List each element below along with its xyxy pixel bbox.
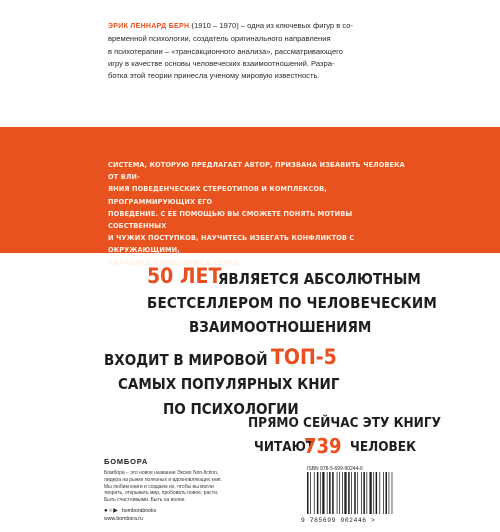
bio-line-5: ботка этой теории принесла ученому мировую известность. xyxy=(108,71,320,81)
promo-line-3: ВЗАИМООТНОШЕНИЯМ xyxy=(189,318,372,336)
band-line-2: ЯНИЯ ПОВЕДЕНЧЕСКИХ СТЕРЕОТИПОВ И КОМПЛЕКСОВ, ПРОГРАММИРУЮЩИХ ЕГО xyxy=(108,185,327,206)
barcode xyxy=(301,472,396,518)
promo-line-7: ПРЯМО СЕЙЧАС ЭТУ КНИГУ xyxy=(248,415,441,431)
band-line-4: И ЧУЖИХ ПОСТУПКОВ, НАУЧИТЕСЬ ИЗБЕГАТЬ КОНФЛИКТОВ С ОКРУЖАЮЩИМИ, xyxy=(108,234,355,255)
promo-line-4: ВХОДИТ В МИРОВОЙ xyxy=(104,351,268,369)
bio-line-4: игру в качестве основы человеческих взаимоотношений. Разра- xyxy=(108,58,335,68)
band-line-3: ПОВЕДЕНИЕ. С ЕЕ ПОМОЩЬЮ ВЫ СМОЖЕТЕ ПОНЯТЬ МОТИВЫ СОБСТВЕННЫХ xyxy=(108,209,353,231)
instagram-icon: ○ xyxy=(108,508,114,514)
promo-line-6: ПО ПСИХОЛОГИИ xyxy=(163,400,299,418)
promo-line-2: БЕСТСЕЛЛЕРОМ ПО ЧЕЛОВЕЧЕСКИМ xyxy=(147,294,438,312)
desc-line-3: Мы любим книги и создаем их, чтобы вы могли xyxy=(104,483,214,490)
barcode-graphic xyxy=(301,472,396,518)
author-bio xyxy=(108,20,388,82)
bio-line-2: временной психологии, создатель оригинального направления xyxy=(108,34,331,44)
bio-line-3: в психотерапии – «трансакционного анализа», рассматривающего xyxy=(108,46,344,56)
author-name: ЭРИК ЛЕННАРД БЕРН xyxy=(108,23,190,30)
description-band xyxy=(0,127,500,267)
band-text xyxy=(108,159,408,269)
publisher-logo: БОМБОРА xyxy=(104,457,149,466)
isbn: ISBN 978-5-699-90244-6 xyxy=(307,466,363,472)
desc-line-1: Бомбора – это новое название Эксмо Non-fiction, xyxy=(104,470,219,476)
promo-top: ТОП-5 xyxy=(271,345,337,369)
desc-line-4: творить, открывать мир, пробовать новое, расти. xyxy=(104,490,219,497)
promo-count: 739 xyxy=(304,434,342,458)
publisher-description xyxy=(104,470,274,504)
promo-line-8-start: ЧИТАЮТ xyxy=(254,439,315,455)
barcode-digits: 9 785699 902446 > xyxy=(301,517,376,524)
band-line-5: НАЛАДИТЕ ОТНОШЕНИЯ В СЕМЬЕ. xyxy=(108,258,243,267)
promo-line-1: ЯВЛЯЕТСЯ АБСОЛЮТНЫМ xyxy=(218,270,421,288)
desc-line-2: лидера на рынке полезных и вдохновляющих книг. xyxy=(104,476,222,483)
social-handle: bomborabooks xyxy=(121,508,157,514)
bio-line-1: (1910 – 1970) – одна из ключевых фигур в со- xyxy=(189,21,354,30)
vk-icon: ● xyxy=(104,508,109,514)
social-links xyxy=(104,508,224,515)
desc-line-5: Быть счастливыми. Быть на волне. xyxy=(104,497,186,504)
promo-line-5: САМЫХ ПОПУЛЯРНЫХ КНИГ xyxy=(118,375,340,393)
website-link: www.bombora.ru xyxy=(104,516,143,522)
youtube-icon: ▶ xyxy=(113,508,119,514)
band-line-1: СИСТЕМА, КОТОРУЮ ПРЕДЛАГАЕТ АВТОР, ПРИЗВАНА ИЗБАВИТЬ ЧЕЛОВЕКА ОТ ВЛИ- xyxy=(108,161,405,182)
promo-line-8-end: ЧЕЛОВЕК xyxy=(350,439,417,455)
promo-years: 50 ЛЕТ xyxy=(147,264,222,288)
